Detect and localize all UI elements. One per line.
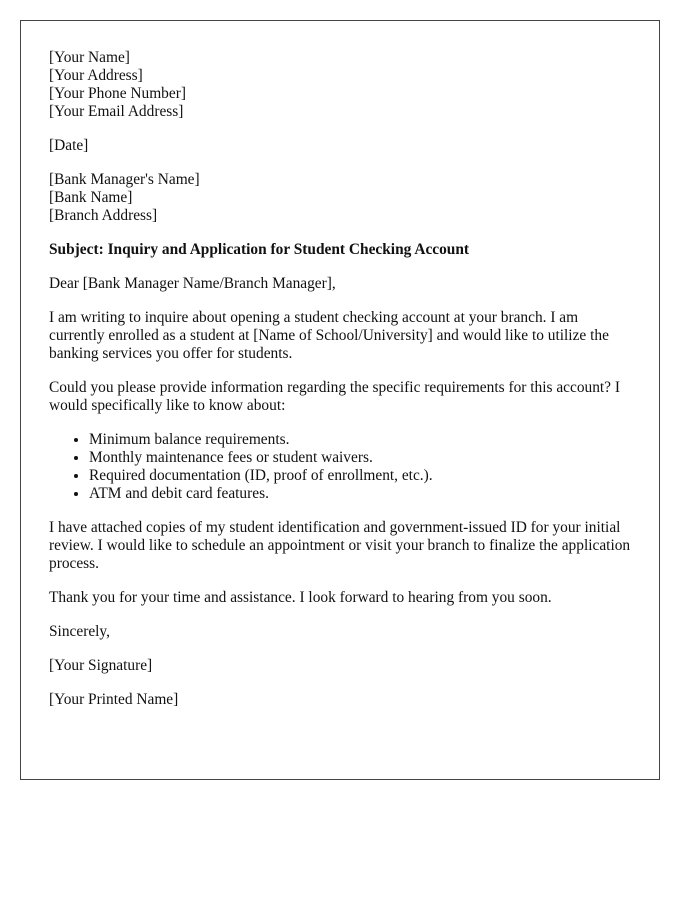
sender-email: [Your Email Address] xyxy=(49,103,184,120)
subject-line: Subject: Inquiry and Application for Student Checking Account xyxy=(49,241,470,258)
recipient-bank-name: [Bank Name] xyxy=(49,189,133,206)
printed-name: [Your Printed Name] xyxy=(49,691,179,708)
list-item: • Minimum balance requirements. xyxy=(89,431,631,449)
recipient-manager-name: [Bank Manager's Name] xyxy=(49,171,200,188)
sender-block xyxy=(49,49,631,121)
sender-name: [Your Name] xyxy=(49,49,130,66)
letter-page xyxy=(20,20,660,780)
list-item: • Required documentation (ID, proof of enrollment, etc.). xyxy=(89,467,631,485)
salutation: Dear [Bank Manager Name/Branch Manager], xyxy=(49,275,336,292)
request-paragraph: Could you please provide information regarding the specific requirements for this account? I would specifically like to know about: xyxy=(49,379,620,414)
recipient-branch-address: [Branch Address] xyxy=(49,207,158,224)
attachments-paragraph: I have attached copies of my student identification and government-issued ID for your initial review. I would like to schedule an appointment or visit your branch to finalize the application process. xyxy=(49,519,631,572)
requirements-list xyxy=(49,431,631,503)
thanks-paragraph: Thank you for your time and assistance. I look forward to hearing from you soon. xyxy=(49,589,552,606)
list-item: • ATM and debit card features. xyxy=(89,485,631,503)
sender-phone: [Your Phone Number] xyxy=(49,85,186,102)
signature: [Your Signature] xyxy=(49,657,153,674)
closing: Sincerely, xyxy=(49,623,110,640)
sender-address: [Your Address] xyxy=(49,67,143,84)
intro-paragraph: I am writing to inquire about opening a student checking account at your branch. I am currently enrolled as a student at [Name of School/University] and would like to utilize the banking services you offer for students. xyxy=(49,309,609,362)
letter-date: [Date] xyxy=(49,137,89,154)
list-item: • Monthly maintenance fees or student waivers. xyxy=(89,449,631,467)
recipient-block xyxy=(49,171,631,225)
